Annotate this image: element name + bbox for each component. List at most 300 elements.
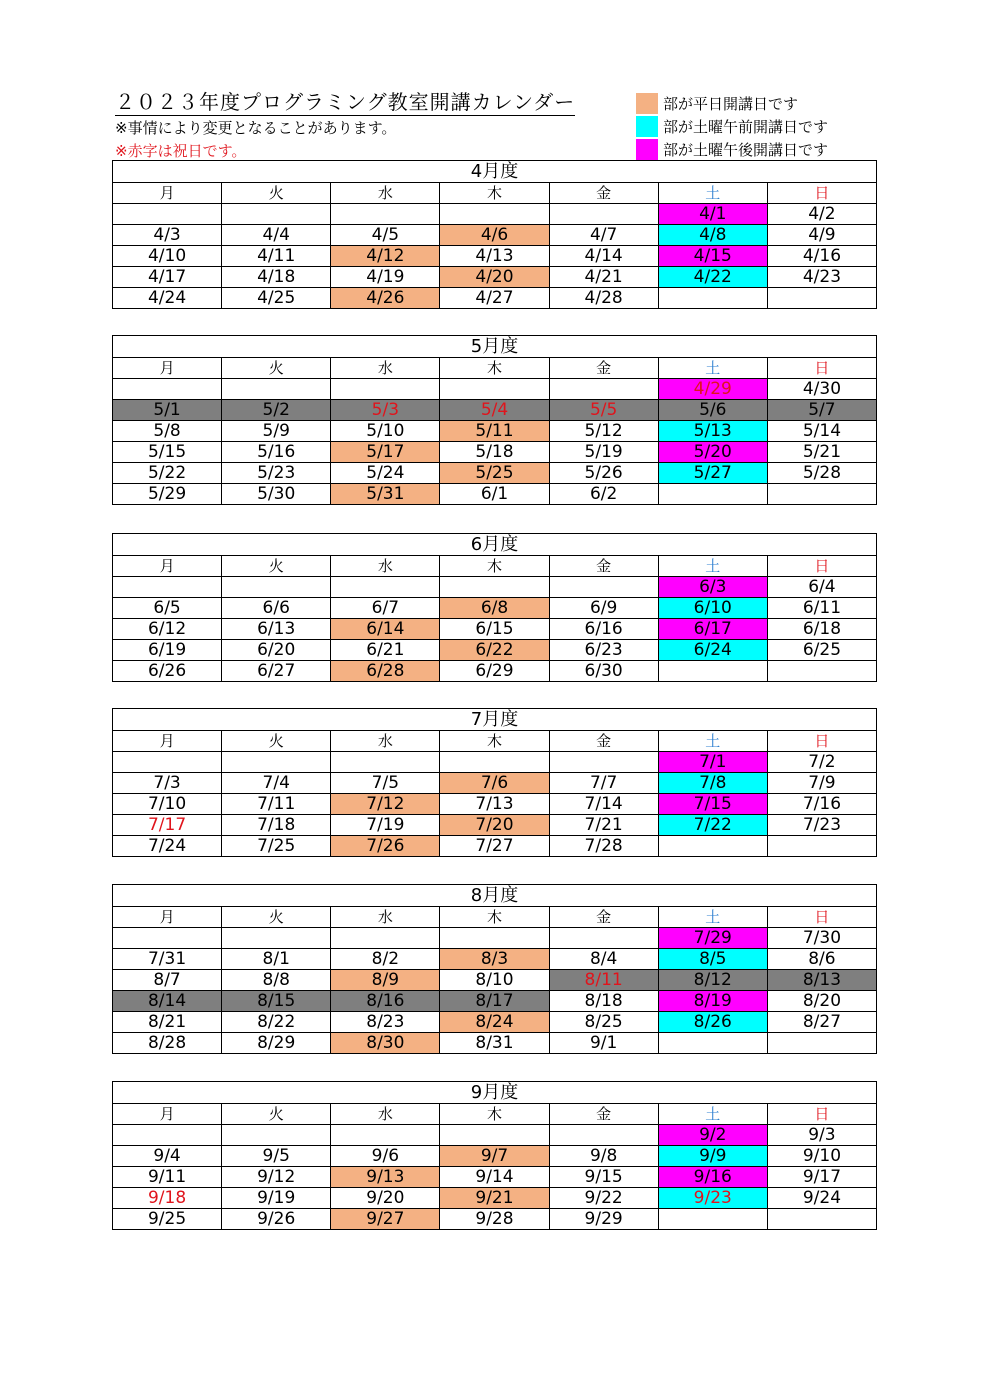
empty-cell <box>113 928 222 949</box>
empty-cell <box>658 1033 767 1054</box>
date-cell: 6/18 <box>767 619 876 640</box>
date-cell: 5/22 <box>113 463 222 484</box>
empty-cell <box>658 661 767 682</box>
date-cell: 8/27 <box>767 1012 876 1033</box>
date-cell: 8/21 <box>113 1012 222 1033</box>
date-cell: 4/27 <box>440 288 549 309</box>
date-cell: 8/1 <box>222 949 331 970</box>
weekday-header: 日 <box>767 183 876 204</box>
week-row <box>113 379 877 400</box>
date-cell: 7/11 <box>222 794 331 815</box>
date-cell: 8/19 <box>658 991 767 1012</box>
date-cell: 6/12 <box>113 619 222 640</box>
date-cell: 4/6 <box>440 225 549 246</box>
date-cell: 9/24 <box>767 1188 876 1209</box>
weekday-header: 火 <box>222 1104 331 1125</box>
date-cell: 7/23 <box>767 815 876 836</box>
date-cell: 5/14 <box>767 421 876 442</box>
empty-cell <box>440 928 549 949</box>
date-cell: 5/19 <box>549 442 658 463</box>
week-row <box>113 794 877 815</box>
date-cell: 9/6 <box>331 1146 440 1167</box>
week-row <box>113 225 877 246</box>
date-cell: 4/21 <box>549 267 658 288</box>
date-cell: 8/30 <box>331 1033 440 1054</box>
empty-cell <box>767 1033 876 1054</box>
week-row <box>113 577 877 598</box>
empty-cell <box>767 836 876 857</box>
date-cell: 5/15 <box>113 442 222 463</box>
date-cell: 8/18 <box>549 991 658 1012</box>
date-cell: 6/29 <box>440 661 549 682</box>
date-cell: 5/10 <box>331 421 440 442</box>
empty-cell <box>549 204 658 225</box>
date-cell: 6/25 <box>767 640 876 661</box>
date-cell: 8/31 <box>440 1033 549 1054</box>
weekday-header: 金 <box>549 556 658 577</box>
date-cell: 5/1 <box>113 400 222 421</box>
weekday-header: 金 <box>549 358 658 379</box>
date-cell: 5/9 <box>222 421 331 442</box>
date-cell: 5/21 <box>767 442 876 463</box>
date-cell: 7/15 <box>658 794 767 815</box>
weekday-header: 日 <box>767 358 876 379</box>
week-row <box>113 442 877 463</box>
weekday-header: 月 <box>113 183 222 204</box>
date-cell: 5/28 <box>767 463 876 484</box>
weekday-header: 土 <box>658 731 767 752</box>
weekday-header: 水 <box>331 556 440 577</box>
date-cell: 9/8 <box>549 1146 658 1167</box>
weekday-header: 日 <box>767 731 876 752</box>
date-cell: 5/30 <box>222 484 331 505</box>
date-cell: 9/14 <box>440 1167 549 1188</box>
date-cell: 9/1 <box>549 1033 658 1054</box>
week-row <box>113 267 877 288</box>
date-cell: 6/13 <box>222 619 331 640</box>
date-cell: 7/13 <box>440 794 549 815</box>
empty-cell <box>549 577 658 598</box>
week-row <box>113 1167 877 1188</box>
date-cell: 6/26 <box>113 661 222 682</box>
empty-cell <box>331 752 440 773</box>
legend-label: 部が土曜午後開講日です <box>663 141 829 159</box>
week-row <box>113 484 877 505</box>
legend-saturday-pm <box>636 138 828 161</box>
empty-cell <box>222 577 331 598</box>
month-title: 4月度 <box>113 161 877 183</box>
weekday-header: 木 <box>440 556 549 577</box>
empty-cell <box>222 1125 331 1146</box>
date-cell: 7/24 <box>113 836 222 857</box>
date-cell: 9/23 <box>658 1188 767 1209</box>
date-cell: 8/28 <box>113 1033 222 1054</box>
date-cell: 9/4 <box>113 1146 222 1167</box>
week-row <box>113 928 877 949</box>
week-row <box>113 1125 877 1146</box>
empty-cell <box>113 204 222 225</box>
empty-cell <box>658 1209 767 1230</box>
date-cell: 4/9 <box>767 225 876 246</box>
legend <box>636 92 828 161</box>
date-cell: 7/26 <box>331 836 440 857</box>
month-calendar <box>112 533 877 682</box>
date-cell: 8/20 <box>767 991 876 1012</box>
date-cell: 9/25 <box>113 1209 222 1230</box>
month-title: 6月度 <box>113 534 877 556</box>
date-cell: 5/2 <box>222 400 331 421</box>
week-row <box>113 463 877 484</box>
date-cell: 5/27 <box>658 463 767 484</box>
date-cell: 4/29 <box>658 379 767 400</box>
date-cell: 8/4 <box>549 949 658 970</box>
week-row <box>113 661 877 682</box>
week-row <box>113 970 877 991</box>
date-cell: 9/11 <box>113 1167 222 1188</box>
empty-cell <box>440 379 549 400</box>
date-cell: 4/5 <box>331 225 440 246</box>
weekday-header: 日 <box>767 556 876 577</box>
date-cell: 8/24 <box>440 1012 549 1033</box>
weekday-header: 土 <box>658 1104 767 1125</box>
date-cell: 7/12 <box>331 794 440 815</box>
notice-changes: ※事情により変更となることがあります。 <box>115 119 397 137</box>
empty-cell <box>222 928 331 949</box>
date-cell: 8/17 <box>440 991 549 1012</box>
weekday-header: 日 <box>767 1104 876 1125</box>
date-cell: 8/13 <box>767 970 876 991</box>
week-row <box>113 773 877 794</box>
date-cell: 4/22 <box>658 267 767 288</box>
week-row <box>113 1209 877 1230</box>
date-cell: 5/13 <box>658 421 767 442</box>
date-cell: 6/15 <box>440 619 549 640</box>
date-cell: 9/10 <box>767 1146 876 1167</box>
week-row <box>113 752 877 773</box>
empty-cell <box>658 288 767 309</box>
date-cell: 9/22 <box>549 1188 658 1209</box>
date-cell: 5/23 <box>222 463 331 484</box>
date-cell: 4/8 <box>658 225 767 246</box>
week-row <box>113 949 877 970</box>
date-cell: 5/29 <box>113 484 222 505</box>
date-cell: 4/4 <box>222 225 331 246</box>
week-row <box>113 1146 877 1167</box>
date-cell: 6/23 <box>549 640 658 661</box>
date-cell: 4/30 <box>767 379 876 400</box>
week-row <box>113 598 877 619</box>
date-cell: 5/11 <box>440 421 549 442</box>
date-cell: 4/24 <box>113 288 222 309</box>
week-row <box>113 991 877 1012</box>
week-row <box>113 421 877 442</box>
empty-cell <box>113 1125 222 1146</box>
date-cell: 5/25 <box>440 463 549 484</box>
date-cell: 6/17 <box>658 619 767 640</box>
date-cell: 4/7 <box>549 225 658 246</box>
week-row <box>113 246 877 267</box>
date-cell: 6/2 <box>549 484 658 505</box>
date-cell: 7/31 <box>113 949 222 970</box>
date-cell: 9/21 <box>440 1188 549 1209</box>
date-cell: 6/6 <box>222 598 331 619</box>
weekday-header: 火 <box>222 907 331 928</box>
week-row <box>113 400 877 421</box>
date-cell: 9/20 <box>331 1188 440 1209</box>
date-cell: 6/3 <box>658 577 767 598</box>
month-title: 9月度 <box>113 1082 877 1104</box>
date-cell: 9/9 <box>658 1146 767 1167</box>
week-row <box>113 1012 877 1033</box>
empty-cell <box>331 379 440 400</box>
notice-holidays: ※赤字は祝日です。 <box>115 142 247 160</box>
date-cell: 4/16 <box>767 246 876 267</box>
weekday-header: 月 <box>113 1104 222 1125</box>
month-title: 7月度 <box>113 709 877 731</box>
date-cell: 7/18 <box>222 815 331 836</box>
date-cell: 4/12 <box>331 246 440 267</box>
empty-cell <box>767 484 876 505</box>
date-cell: 5/5 <box>549 400 658 421</box>
empty-cell <box>549 928 658 949</box>
date-cell: 7/2 <box>767 752 876 773</box>
date-cell: 5/3 <box>331 400 440 421</box>
empty-cell <box>658 484 767 505</box>
month-title: 5月度 <box>113 336 877 358</box>
week-row <box>113 1188 877 1209</box>
weekday-header: 土 <box>658 183 767 204</box>
date-cell: 6/22 <box>440 640 549 661</box>
date-cell: 7/1 <box>658 752 767 773</box>
weekday-header: 木 <box>440 1104 549 1125</box>
empty-cell <box>440 204 549 225</box>
weekday-header: 木 <box>440 358 549 379</box>
date-cell: 7/19 <box>331 815 440 836</box>
date-cell: 6/30 <box>549 661 658 682</box>
month-calendar <box>112 1081 877 1230</box>
date-cell: 7/4 <box>222 773 331 794</box>
date-cell: 6/7 <box>331 598 440 619</box>
date-cell: 8/6 <box>767 949 876 970</box>
date-cell: 4/17 <box>113 267 222 288</box>
date-cell: 8/15 <box>222 991 331 1012</box>
weekday-header: 火 <box>222 731 331 752</box>
date-cell: 6/27 <box>222 661 331 682</box>
legend-weekday <box>636 92 828 115</box>
empty-cell <box>549 379 658 400</box>
weekday-header: 金 <box>549 183 658 204</box>
empty-cell <box>331 577 440 598</box>
weekday-header: 水 <box>331 731 440 752</box>
date-cell: 4/15 <box>658 246 767 267</box>
legend-swatch-orange <box>636 93 658 114</box>
date-cell: 9/13 <box>331 1167 440 1188</box>
empty-cell <box>440 752 549 773</box>
date-cell: 5/20 <box>658 442 767 463</box>
legend-label: 部が平日開講日です <box>663 95 799 113</box>
date-cell: 5/6 <box>658 400 767 421</box>
weekday-header: 火 <box>222 183 331 204</box>
date-cell: 8/12 <box>658 970 767 991</box>
date-cell: 6/10 <box>658 598 767 619</box>
date-cell: 6/1 <box>440 484 549 505</box>
date-cell: 9/19 <box>222 1188 331 1209</box>
week-row <box>113 640 877 661</box>
date-cell: 5/16 <box>222 442 331 463</box>
date-cell: 9/7 <box>440 1146 549 1167</box>
empty-cell <box>331 204 440 225</box>
empty-cell <box>549 752 658 773</box>
empty-cell <box>767 288 876 309</box>
date-cell: 5/12 <box>549 421 658 442</box>
weekday-header: 水 <box>331 1104 440 1125</box>
week-row <box>113 619 877 640</box>
empty-cell <box>549 1125 658 1146</box>
legend-swatch-magenta <box>636 139 658 160</box>
date-cell: 7/8 <box>658 773 767 794</box>
date-cell: 6/16 <box>549 619 658 640</box>
week-row <box>113 836 877 857</box>
date-cell: 4/14 <box>549 246 658 267</box>
date-cell: 8/26 <box>658 1012 767 1033</box>
date-cell: 4/2 <box>767 204 876 225</box>
page-title: ２０２３年度プログラミング教室開講カレンダー <box>115 90 576 114</box>
empty-cell <box>767 661 876 682</box>
date-cell: 9/17 <box>767 1167 876 1188</box>
date-cell: 6/20 <box>222 640 331 661</box>
date-cell: 8/5 <box>658 949 767 970</box>
date-cell: 6/8 <box>440 598 549 619</box>
empty-cell <box>331 928 440 949</box>
date-cell: 5/26 <box>549 463 658 484</box>
date-cell: 6/9 <box>549 598 658 619</box>
date-cell: 6/24 <box>658 640 767 661</box>
date-cell: 9/16 <box>658 1167 767 1188</box>
empty-cell <box>222 204 331 225</box>
date-cell: 7/21 <box>549 815 658 836</box>
date-cell: 5/7 <box>767 400 876 421</box>
date-cell: 4/20 <box>440 267 549 288</box>
date-cell: 7/22 <box>658 815 767 836</box>
date-cell: 8/9 <box>331 970 440 991</box>
date-cell: 4/25 <box>222 288 331 309</box>
date-cell: 7/20 <box>440 815 549 836</box>
weekday-header: 木 <box>440 731 549 752</box>
empty-cell <box>113 577 222 598</box>
date-cell: 8/29 <box>222 1033 331 1054</box>
date-cell: 6/4 <box>767 577 876 598</box>
weekday-header: 木 <box>440 183 549 204</box>
date-cell: 9/12 <box>222 1167 331 1188</box>
weekday-header: 土 <box>658 907 767 928</box>
date-cell: 5/18 <box>440 442 549 463</box>
date-cell: 8/10 <box>440 970 549 991</box>
date-cell: 9/15 <box>549 1167 658 1188</box>
date-cell: 8/7 <box>113 970 222 991</box>
date-cell: 7/7 <box>549 773 658 794</box>
date-cell: 4/10 <box>113 246 222 267</box>
week-row <box>113 288 877 309</box>
date-cell: 4/13 <box>440 246 549 267</box>
weekday-header: 火 <box>222 358 331 379</box>
weekday-header: 月 <box>113 358 222 379</box>
date-cell: 9/3 <box>767 1125 876 1146</box>
date-cell: 5/8 <box>113 421 222 442</box>
month-title: 8月度 <box>113 885 877 907</box>
legend-swatch-cyan <box>636 116 658 137</box>
date-cell: 7/25 <box>222 836 331 857</box>
weekday-header: 水 <box>331 907 440 928</box>
empty-cell <box>222 752 331 773</box>
weekday-header: 月 <box>113 731 222 752</box>
weekday-header: 水 <box>331 183 440 204</box>
date-cell: 8/3 <box>440 949 549 970</box>
empty-cell <box>440 1125 549 1146</box>
date-cell: 6/21 <box>331 640 440 661</box>
empty-cell <box>767 1209 876 1230</box>
date-cell: 4/26 <box>331 288 440 309</box>
date-cell: 5/17 <box>331 442 440 463</box>
empty-cell <box>222 379 331 400</box>
date-cell: 7/17 <box>113 815 222 836</box>
weekday-header: 火 <box>222 556 331 577</box>
date-cell: 4/1 <box>658 204 767 225</box>
date-cell: 5/31 <box>331 484 440 505</box>
date-cell: 5/4 <box>440 400 549 421</box>
date-cell: 4/11 <box>222 246 331 267</box>
date-cell: 7/27 <box>440 836 549 857</box>
legend-saturday-am <box>636 115 828 138</box>
date-cell: 7/3 <box>113 773 222 794</box>
date-cell: 8/23 <box>331 1012 440 1033</box>
date-cell: 7/14 <box>549 794 658 815</box>
month-calendar <box>112 335 877 505</box>
date-cell: 7/16 <box>767 794 876 815</box>
weekday-header: 金 <box>549 1104 658 1125</box>
weekday-header: 月 <box>113 556 222 577</box>
month-calendar <box>112 708 877 857</box>
date-cell: 8/11 <box>549 970 658 991</box>
empty-cell <box>658 836 767 857</box>
week-row <box>113 815 877 836</box>
date-cell: 9/18 <box>113 1188 222 1209</box>
date-cell: 7/29 <box>658 928 767 949</box>
empty-cell <box>113 379 222 400</box>
date-cell: 8/8 <box>222 970 331 991</box>
date-cell: 7/5 <box>331 773 440 794</box>
date-cell: 6/5 <box>113 598 222 619</box>
date-cell: 8/22 <box>222 1012 331 1033</box>
weekday-header: 木 <box>440 907 549 928</box>
date-cell: 8/14 <box>113 991 222 1012</box>
week-row <box>113 1033 877 1054</box>
month-calendar <box>112 884 877 1054</box>
month-calendar <box>112 160 877 309</box>
weekday-header: 土 <box>658 556 767 577</box>
weekday-header: 日 <box>767 907 876 928</box>
date-cell: 8/16 <box>331 991 440 1012</box>
weekday-header: 水 <box>331 358 440 379</box>
legend-label: 部が土曜午前開講日です <box>663 118 829 136</box>
week-row <box>113 204 877 225</box>
date-cell: 6/11 <box>767 598 876 619</box>
date-cell: 7/6 <box>440 773 549 794</box>
empty-cell <box>113 752 222 773</box>
weekday-header: 月 <box>113 907 222 928</box>
weekday-header: 金 <box>549 907 658 928</box>
date-cell: 8/2 <box>331 949 440 970</box>
date-cell: 4/23 <box>767 267 876 288</box>
